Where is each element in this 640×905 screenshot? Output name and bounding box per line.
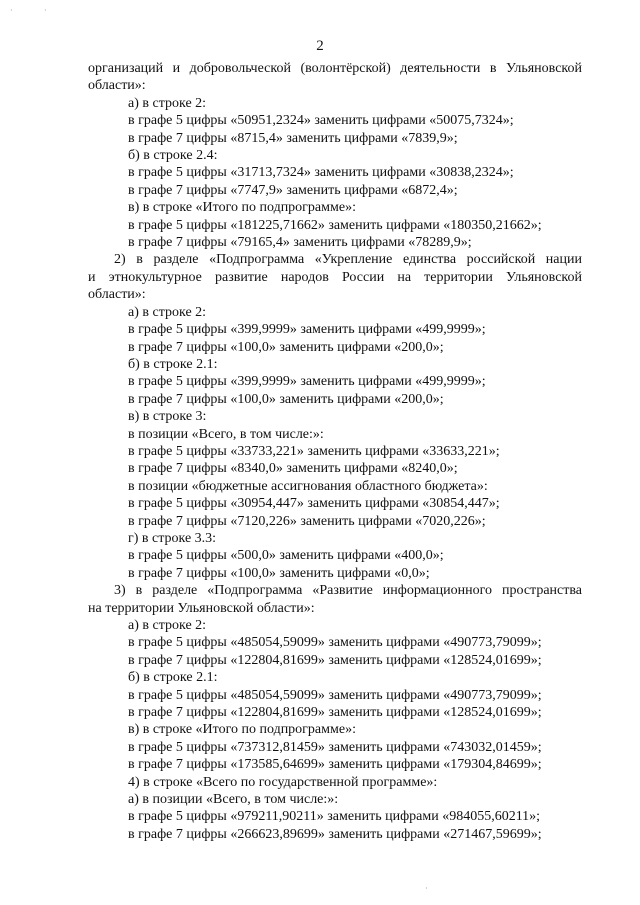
text-line: в графе 7 цифры «122804,81699» заменить цифрами «128524,01699»; bbox=[128, 652, 542, 668]
text-line: а) в позиции «Всего, в том числе:»: bbox=[128, 792, 339, 808]
text-line: а) в строке 2: bbox=[128, 95, 207, 111]
text-line: в графе 5 цифры «31713,7324» заменить цифрами «30838,2324»; bbox=[128, 165, 514, 181]
text-line: в позиции «Всего, в том числе:»: bbox=[128, 426, 324, 442]
text-line: области»: bbox=[88, 287, 146, 303]
text-line: б) в строке 2.1: bbox=[128, 356, 218, 372]
text-line: в графе 5 цифры «399,9999» заменить цифрами «499,9999»; bbox=[128, 374, 486, 390]
text-line: 2) в разделе «Подпрограмма «Укрепление единства российской нации bbox=[114, 252, 582, 268]
text-line: б) в строке 2.4: bbox=[128, 148, 218, 164]
text-line: в графе 7 цифры «122804,81699» заменить цифрами «128524,01699»; bbox=[128, 705, 542, 721]
text-line: в графе 5 цифры «737312,81459» заменить цифрами «743032,01459»; bbox=[128, 739, 542, 755]
text-line: в) в строке 3: bbox=[128, 409, 207, 425]
scan-mark: · bbox=[44, 6, 47, 15]
text-line: в графе 5 цифры «50951,2324» заменить цифрами «50075,7324»; bbox=[128, 113, 514, 129]
text-line: организаций и добровольческой (волонтёрской) деятельности в Ульяновской bbox=[88, 61, 582, 76]
document-body bbox=[88, 60, 582, 843]
text-line: в графе 5 цифры «979211,90211» заменить цифрами «984055,60211»; bbox=[128, 809, 541, 825]
text-line: а) в строке 2: bbox=[128, 618, 207, 633]
text-line: в позиции «бюджетные ассигнования областного бюджета»: bbox=[128, 478, 488, 494]
text-line: области»: bbox=[88, 78, 146, 94]
text-line: в) в строке «Итого по подпрограмме»: bbox=[128, 200, 356, 216]
text-line: г) в строке 3.3: bbox=[128, 530, 217, 546]
page-number: 2 bbox=[316, 38, 324, 54]
text-line: на территории Ульяновской области»: bbox=[88, 600, 315, 616]
text-line: в графе 7 цифры «100,0» заменить цифрами «200,0»; bbox=[128, 339, 444, 355]
text-line: в графе 7 цифры «79165,4» заменить цифрами «78289,9»; bbox=[128, 235, 472, 251]
text-line: в графе 7 цифры «100,0» заменить цифрами «0,0»; bbox=[128, 565, 430, 581]
text-line: в графе 5 цифры «485054,59099» заменить цифрами «490773,79099»; bbox=[128, 687, 542, 703]
text-line: в графе 7 цифры «100,0» заменить цифрами «200,0»; bbox=[128, 391, 444, 407]
scan-mark: · bbox=[10, 6, 13, 15]
text-line: в графе 7 цифры «8715,4» заменить цифрами «7839,9»; bbox=[128, 130, 458, 146]
text-line: 3) в разделе «Подпрограмма «Развитие информационного пространства bbox=[114, 583, 582, 599]
text-line: в графе 5 цифры «33733,221» заменить цифрами «33633,221»; bbox=[128, 443, 500, 459]
text-line: в графе 7 цифры «8340,0» заменить цифрами «8240,0»; bbox=[128, 461, 458, 477]
text-line: в графе 5 цифры «181225,71662» заменить цифрами «180350,21662»; bbox=[128, 217, 542, 233]
text-line: в графе 5 цифры «399,9999» заменить цифрами «499,9999»; bbox=[128, 322, 486, 338]
text-line: в графе 7 цифры «173585,64699» заменить цифрами «179304,84699»; bbox=[128, 757, 542, 773]
text-line: и этнокультурное развитие народов России на территории Ульяновской bbox=[88, 269, 582, 285]
text-line: в графе 7 цифры «7747,9» заменить цифрами «6872,4»; bbox=[128, 182, 458, 198]
text-line: в графе 7 цифры «266623,89699» заменить цифрами «271467,59699»; bbox=[128, 826, 542, 842]
text-line: б) в строке 2.1: bbox=[128, 670, 218, 686]
text-line: а) в строке 2: bbox=[128, 304, 207, 320]
text-line: в) в строке «Итого по подпрограмме»: bbox=[128, 722, 356, 738]
scan-mark: · bbox=[425, 884, 428, 893]
text-line: в графе 5 цифры «30954,447» заменить цифрами «30854,447»; bbox=[128, 496, 500, 512]
text-line: в графе 5 цифры «500,0» заменить цифрами «400,0»; bbox=[128, 548, 444, 564]
text-line: в графе 5 цифры «485054,59099» заменить цифрами «490773,79099»; bbox=[128, 635, 542, 651]
text-line: 4) в строке «Всего по государственной программе»: bbox=[128, 774, 438, 790]
text-line: в графе 7 цифры «7120,226» заменить цифрами «7020,226»; bbox=[128, 513, 486, 529]
